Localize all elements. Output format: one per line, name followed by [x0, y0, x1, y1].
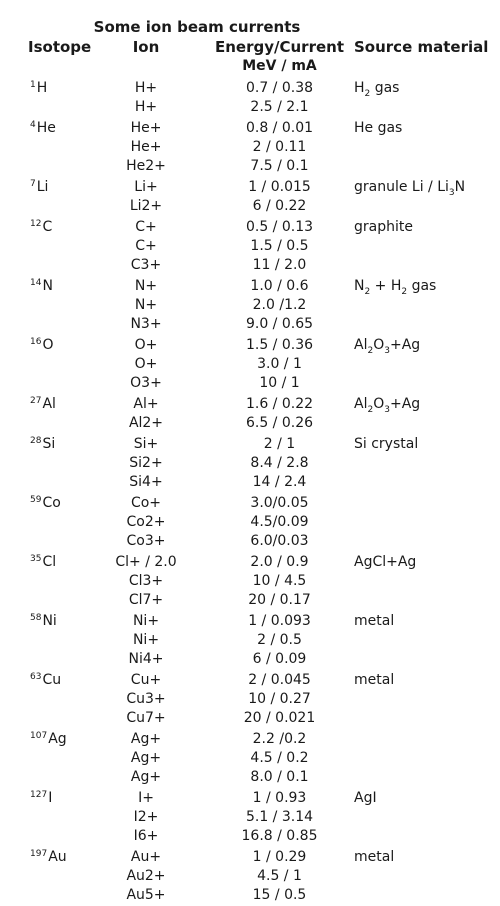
- ion-cell: I+: [138, 790, 154, 806]
- energy-current-cell: 2 / 1: [263, 436, 296, 452]
- energy-current-cell: 8.4 / 2.8: [250, 455, 309, 471]
- subscript: 3: [384, 345, 390, 356]
- isotope-label: [30, 554, 90, 570]
- subscript: 2: [367, 345, 374, 356]
- isotope-group: [0, 554, 500, 611]
- isotope-label: [30, 278, 90, 294]
- isotope-group: [0, 80, 500, 118]
- ion-cell: Si+: [133, 436, 159, 452]
- ion-cell: N+: [134, 278, 158, 294]
- source-text: +Ag: [389, 396, 421, 412]
- energy-current-cell: 20 / 0.17: [248, 592, 311, 608]
- isotope-group: [0, 672, 500, 729]
- energy-current-cell: 10 / 1: [259, 375, 300, 391]
- energy-current-cell: 11 / 2.0: [252, 257, 307, 273]
- subscript: 3: [448, 187, 455, 198]
- energy-current-cell: 4.5 / 0.2: [250, 750, 309, 766]
- subscript: 3: [384, 404, 390, 415]
- ion-cell: N+: [134, 297, 158, 313]
- ion-cell: I6+: [133, 828, 159, 844]
- mass-number: 27: [30, 396, 42, 406]
- element-symbol: Si: [42, 436, 56, 452]
- element-symbol: Co: [42, 495, 61, 511]
- subscript: 2: [367, 404, 374, 415]
- mass-number: 63: [30, 672, 42, 682]
- source-material-cell: [354, 790, 377, 806]
- element-symbol: Ag: [48, 731, 67, 747]
- ion-cell: He+: [130, 120, 162, 136]
- source-material-cell: [354, 120, 402, 136]
- ion-cell: H+: [134, 80, 158, 96]
- energy-current-cell: 1 / 0.29: [252, 849, 307, 865]
- source-text: Al: [354, 337, 368, 353]
- source-text: Si crystal: [354, 436, 419, 452]
- source-text: + H: [370, 278, 402, 294]
- header-energy-current: Energy/Current: [215, 38, 344, 56]
- ion-cell: Ag+: [130, 769, 162, 785]
- isotope-group: [0, 790, 500, 847]
- table-title: Some ion beam currents: [93, 18, 301, 36]
- subscript: 2: [364, 88, 371, 99]
- isotope-group: [0, 731, 500, 788]
- ion-cell: Au+: [130, 849, 162, 865]
- isotope-group: [0, 613, 500, 670]
- header-isotope: Isotope: [28, 38, 92, 56]
- isotope-label: [30, 219, 90, 235]
- element-symbol: Au: [48, 849, 67, 865]
- isotope-label: [30, 790, 90, 806]
- energy-current-cell: 0.5 / 0.13: [245, 219, 314, 235]
- element-symbol: Li: [36, 179, 49, 195]
- ion-cell: C+: [135, 238, 157, 254]
- isotope-label: [30, 849, 90, 865]
- element-symbol: Al: [42, 396, 56, 412]
- mass-number: 12: [30, 219, 42, 229]
- source-text: N: [454, 179, 466, 195]
- isotope-label: [30, 731, 90, 747]
- mass-number: 197: [30, 849, 48, 859]
- isotope-group: [0, 219, 500, 276]
- source-text: H: [354, 80, 365, 96]
- header-source-material: Source material: [354, 38, 489, 56]
- isotope-group: [0, 278, 500, 335]
- element-symbol: N: [42, 278, 53, 294]
- energy-current-cell: 2.0 / 0.9: [250, 554, 309, 570]
- subscript: 2: [364, 286, 371, 297]
- source-text: graphite: [354, 219, 413, 235]
- mass-number: 1: [30, 80, 36, 90]
- energy-current-cell: 20 / 0.021: [243, 710, 316, 726]
- energy-current-cell: 14 / 2.4: [252, 474, 307, 490]
- energy-current-cell: 4.5/0.09: [250, 514, 309, 530]
- ion-cell: O+: [134, 337, 158, 353]
- energy-current-cell: 1.5 / 0.36: [245, 337, 314, 353]
- subscript: 2: [401, 286, 408, 297]
- energy-current-cell: 4.5 / 1: [257, 868, 302, 884]
- element-symbol: Ni: [42, 613, 57, 629]
- mass-number: 28: [30, 436, 42, 446]
- source-material-cell: [354, 337, 420, 356]
- energy-current-cell: 1 / 0.93: [252, 790, 307, 806]
- ion-cell: Cu7+: [126, 710, 166, 726]
- element-symbol: O: [42, 337, 54, 353]
- energy-current-cell: 6.0/0.03: [250, 533, 309, 549]
- energy-current-cell: 15 / 0.5: [252, 887, 307, 903]
- energy-current-cell: 2 / 0.045: [248, 672, 311, 688]
- isotope-label: [30, 179, 90, 195]
- isotope-group: [0, 179, 500, 217]
- isotope-label: [30, 120, 90, 136]
- energy-current-cell: 3.0 / 1: [257, 356, 302, 372]
- mass-number: 35: [30, 554, 42, 564]
- source-text: AgI: [354, 790, 377, 806]
- isotope-label: [30, 337, 90, 353]
- energy-current-cell: 3.0/0.05: [250, 495, 309, 511]
- ion-cell: Li2+: [129, 198, 163, 214]
- element-symbol: C: [42, 219, 53, 235]
- ion-cell: Cl3+: [128, 573, 164, 589]
- source-material-cell: [354, 849, 394, 865]
- isotope-group: [0, 396, 500, 434]
- ion-cell: Ag+: [130, 750, 162, 766]
- ion-cell: Ag+: [130, 731, 162, 747]
- energy-current-cell: 2.5 / 2.1: [250, 99, 309, 115]
- energy-current-cell: 1.0 / 0.6: [250, 278, 309, 294]
- energy-current-cell: 2.0 /1.2: [252, 297, 307, 313]
- source-material-cell: [354, 179, 465, 198]
- source-material-cell: [354, 554, 416, 570]
- ion-cell: Si2+: [129, 455, 163, 471]
- mass-number: 14: [30, 278, 42, 288]
- ion-cell: Cl7+: [128, 592, 164, 608]
- energy-current-cell: 6 / 0.22: [252, 198, 307, 214]
- ion-cell: He+: [130, 139, 162, 155]
- source-material-cell: [354, 436, 418, 452]
- mass-number: 16: [30, 337, 42, 347]
- energy-current-cell: 1.5 / 0.5: [250, 238, 309, 254]
- header-units: MeV / mA: [242, 58, 317, 74]
- source-text: O: [373, 337, 385, 353]
- energy-current-cell: 2 / 0.11: [252, 139, 307, 155]
- mass-number: 107: [30, 731, 48, 741]
- ion-cell: C3+: [130, 257, 162, 273]
- energy-current-cell: 9.0 / 0.65: [245, 316, 314, 332]
- ion-cell: Si4+: [129, 474, 163, 490]
- source-material-cell: [354, 613, 394, 629]
- ion-cell: Cu3+: [126, 691, 166, 707]
- source-material-cell: [354, 80, 399, 99]
- ion-cell: Al2+: [128, 415, 164, 431]
- ion-cell: Au5+: [126, 887, 166, 903]
- mass-number: 58: [30, 613, 42, 623]
- isotope-label: [30, 80, 90, 96]
- energy-current-cell: 1.6 / 0.22: [245, 396, 314, 412]
- ion-cell: Ni4+: [128, 651, 164, 667]
- element-symbol: Cu: [42, 672, 62, 688]
- isotope-label: [30, 495, 90, 511]
- source-material-cell: [354, 278, 436, 297]
- source-text: metal: [354, 672, 395, 688]
- ion-cell: Ni+: [132, 632, 160, 648]
- energy-current-cell: 1 / 0.093: [248, 613, 311, 629]
- ion-cell: Ni+: [132, 613, 160, 629]
- energy-current-cell: 1 / 0.015: [248, 179, 311, 195]
- source-text: +Ag: [389, 337, 421, 353]
- energy-current-cell: 10 / 0.27: [248, 691, 311, 707]
- isotope-group: [0, 337, 500, 394]
- isotope-label: [30, 672, 90, 688]
- source-material-cell: [354, 396, 420, 415]
- ion-cell: He2+: [126, 158, 166, 174]
- source-material-cell: [354, 219, 413, 235]
- isotope-group: [0, 849, 500, 906]
- source-text: O: [373, 396, 385, 412]
- ion-cell: Cu+: [130, 672, 162, 688]
- isotope-group: [0, 495, 500, 552]
- energy-current-cell: 7.5 / 0.1: [250, 158, 309, 174]
- energy-current-cell: 2 / 0.5: [257, 632, 302, 648]
- element-symbol: I: [48, 790, 53, 806]
- mass-number: 4: [30, 120, 36, 130]
- ion-cell: Cl+ / 2.0: [115, 554, 177, 570]
- isotope-group: [0, 436, 500, 493]
- isotope-label: [30, 396, 90, 412]
- header-ion: Ion: [132, 38, 160, 56]
- ion-cell: Co3+: [126, 533, 166, 549]
- mass-number: 127: [30, 790, 48, 800]
- energy-current-cell: 0.7 / 0.38: [245, 80, 314, 96]
- ion-cell: N3+: [130, 316, 162, 332]
- source-text: AgCl+Ag: [354, 554, 417, 570]
- energy-current-cell: 10 / 4.5: [252, 573, 307, 589]
- source-text: metal: [354, 849, 395, 865]
- energy-current-cell: 2.2 /0.2: [252, 731, 307, 747]
- isotope-label: [30, 613, 90, 629]
- source-text: Al: [354, 396, 368, 412]
- energy-current-cell: 8.0 / 0.1: [250, 769, 309, 785]
- ion-cell: Co2+: [126, 514, 166, 530]
- ion-cell: I2+: [133, 809, 159, 825]
- ion-cell: Au2+: [126, 868, 166, 884]
- ion-cell: O+: [134, 356, 158, 372]
- ion-cell: Co+: [130, 495, 162, 511]
- mass-number: 7: [30, 179, 36, 189]
- energy-current-cell: 6.5 / 0.26: [245, 415, 314, 431]
- isotope-group: [0, 120, 500, 177]
- isotope-label: [30, 436, 90, 452]
- source-text: He gas: [354, 120, 403, 136]
- source-text: N: [354, 278, 365, 294]
- ion-cell: O3+: [130, 375, 162, 391]
- element-symbol: Cl: [42, 554, 57, 570]
- mass-number: 59: [30, 495, 42, 505]
- source-text: gas: [407, 278, 437, 294]
- energy-current-cell: 6 / 0.09: [252, 651, 307, 667]
- ion-cell: Al+: [133, 396, 159, 412]
- source-material-cell: [354, 672, 394, 688]
- element-symbol: He: [36, 120, 56, 136]
- source-text: gas: [370, 80, 400, 96]
- ion-cell: H+: [134, 99, 158, 115]
- element-symbol: H: [36, 80, 48, 96]
- energy-current-cell: 0.8 / 0.01: [245, 120, 314, 136]
- ion-cell: C+: [135, 219, 157, 235]
- energy-current-cell: 5.1 / 3.14: [245, 809, 314, 825]
- ion-cell: Li+: [134, 179, 158, 195]
- energy-current-cell: 16.8 / 0.85: [241, 828, 318, 844]
- source-text: metal: [354, 613, 395, 629]
- source-text: granule Li / Li: [354, 179, 449, 195]
